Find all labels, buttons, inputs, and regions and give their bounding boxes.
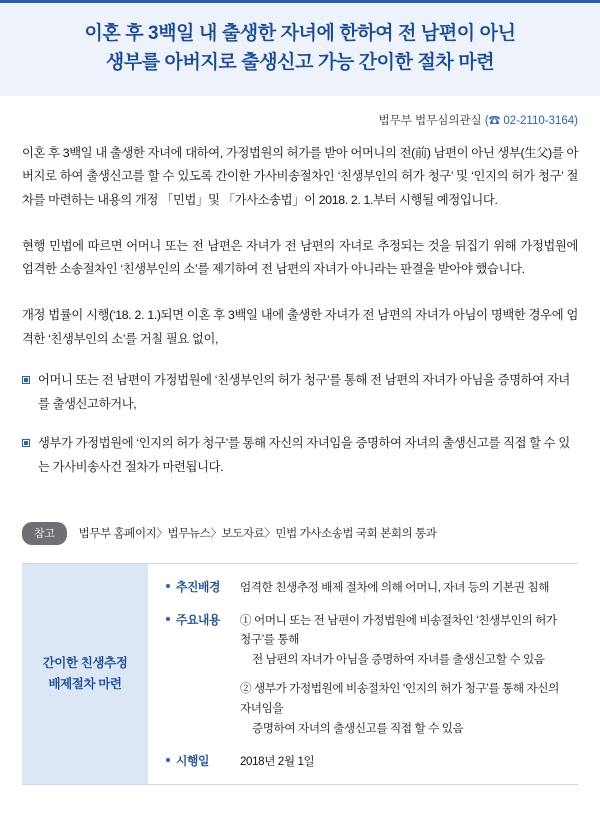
list-item	[22, 369, 578, 416]
reference-path-text: 법무부 홈페이지〉법무뉴스〉보도자료〉민법 가사소송법 국회 본회의 통과	[78, 528, 437, 541]
page-title-line-2: 생부를 아버지로 출생신고 가능 간이한 절차 마련	[105, 52, 495, 74]
paragraph-2: 현행 민법에 따르면 어머니 또는 전 남편은 자녀가 전 남편의 자녀로 추정되는 것을 뒤집기 위해 가정법원에 엄격한 소송절차인 ‘친생부인의 소’를 제기하여 전 남편의 자녀가 아니라는 판결을 받아야 했습니다.	[22, 238, 578, 277]
summary-row-label: 시행일	[166, 752, 240, 772]
table-row	[166, 611, 570, 740]
summary-row-label: 추진배경	[166, 578, 240, 598]
paragraph-3: 개정 법률이 시행(‘18. 2. 1.)되면 이혼 후 3백일 내에 출생한 자녀가 전 남편의 자녀가 아님이 명백한 경우에 엄격한 ‘친생부인의 소’를 거칠 필요 없이,	[22, 307, 578, 346]
summary-value-line-3: ② 생부가 가정법원에 비송절차인 ‘인지의 허가 청구’를 통해 자신의 자녀임을	[240, 682, 559, 716]
paragraph-1: 이혼 후 3백일 내 출생한 자녀에 대하여, 가정법원의 허가를 받아 어머니의 전(前) 남편이 아닌 생부(生父)를 아버지로 하여 출생신고를 할 수 있도록 간이한 가사비송절차인 ‘친생부인의 허가 청구’ 및 ‘인지의 허가 청구’ 절차를 마련하는 내용의 개정 「민법」및 「가사소송법」이 2018. 2. 1.부터 시행될 예정입니다.	[22, 145, 578, 208]
agency-name: 법무부 법무심의관실	[378, 114, 482, 127]
reference-badge: 참고	[22, 522, 67, 545]
summary-rows	[148, 564, 578, 785]
list-item-text: 어머니 또는 전 남편이 가정법원에 ‘친생부인의 허가 청구’를 통해 전 남편의 자녀가 아님을 증명하여 자녀를 출생신고하거나,	[38, 373, 570, 411]
reference-row	[0, 496, 600, 545]
table-row	[166, 752, 570, 772]
header-banner	[0, 0, 600, 96]
summary-title	[43, 653, 128, 694]
summary-row-value: 엄격한 친생추정 배제 절차에 의해 어머니, 자녀 등의 기본권 침해	[240, 580, 550, 594]
agency-phone: (☎ 02-2110-3164)	[484, 114, 578, 127]
page-title-line-1: 이혼 후 3백일 내 출생한 자녀에 한하여 전 남편이 아닌	[84, 23, 516, 44]
page-title	[24, 19, 576, 78]
summary-title-cell	[22, 564, 148, 785]
list-item	[22, 432, 578, 479]
square-bullet-icon	[22, 376, 30, 384]
agency-contact-row	[0, 96, 600, 128]
body-content	[0, 128, 600, 480]
summary-value-line-2: 전 남편의 자녀가 아님을 증명하여 자녀를 출생신고할 수 있음	[252, 653, 545, 667]
summary-title-line-2: 배제절차 마련	[48, 676, 122, 691]
summary-row-value: 2018년 2월 1일	[240, 755, 315, 769]
table-row	[166, 578, 570, 598]
summary-row-label: 주요내용	[166, 611, 240, 740]
summary-row-value	[240, 611, 570, 740]
summary-title-line-1: 간이한 친생추정	[42, 656, 128, 671]
list-item-text: 생부가 가정법원에 ‘인지의 허가 청구’를 통해 자신의 자녀임을 증명하여 자녀의 출생신고를 직접 할 수 있는 가사비송사건 절차가 마련됩니다.	[38, 436, 570, 474]
summary-value-line-1: ① 어머니 또는 전 남편이 가정법원에 비송절차인 ‘친생부인의 허가 청구’를 통해	[240, 613, 557, 647]
square-bullet-icon	[22, 439, 30, 447]
summary-value-line-4: 증명하여 자녀의 출생신고를 직접 할 수 있음	[252, 722, 464, 736]
summary-table	[22, 563, 578, 786]
bullet-list	[22, 369, 578, 479]
